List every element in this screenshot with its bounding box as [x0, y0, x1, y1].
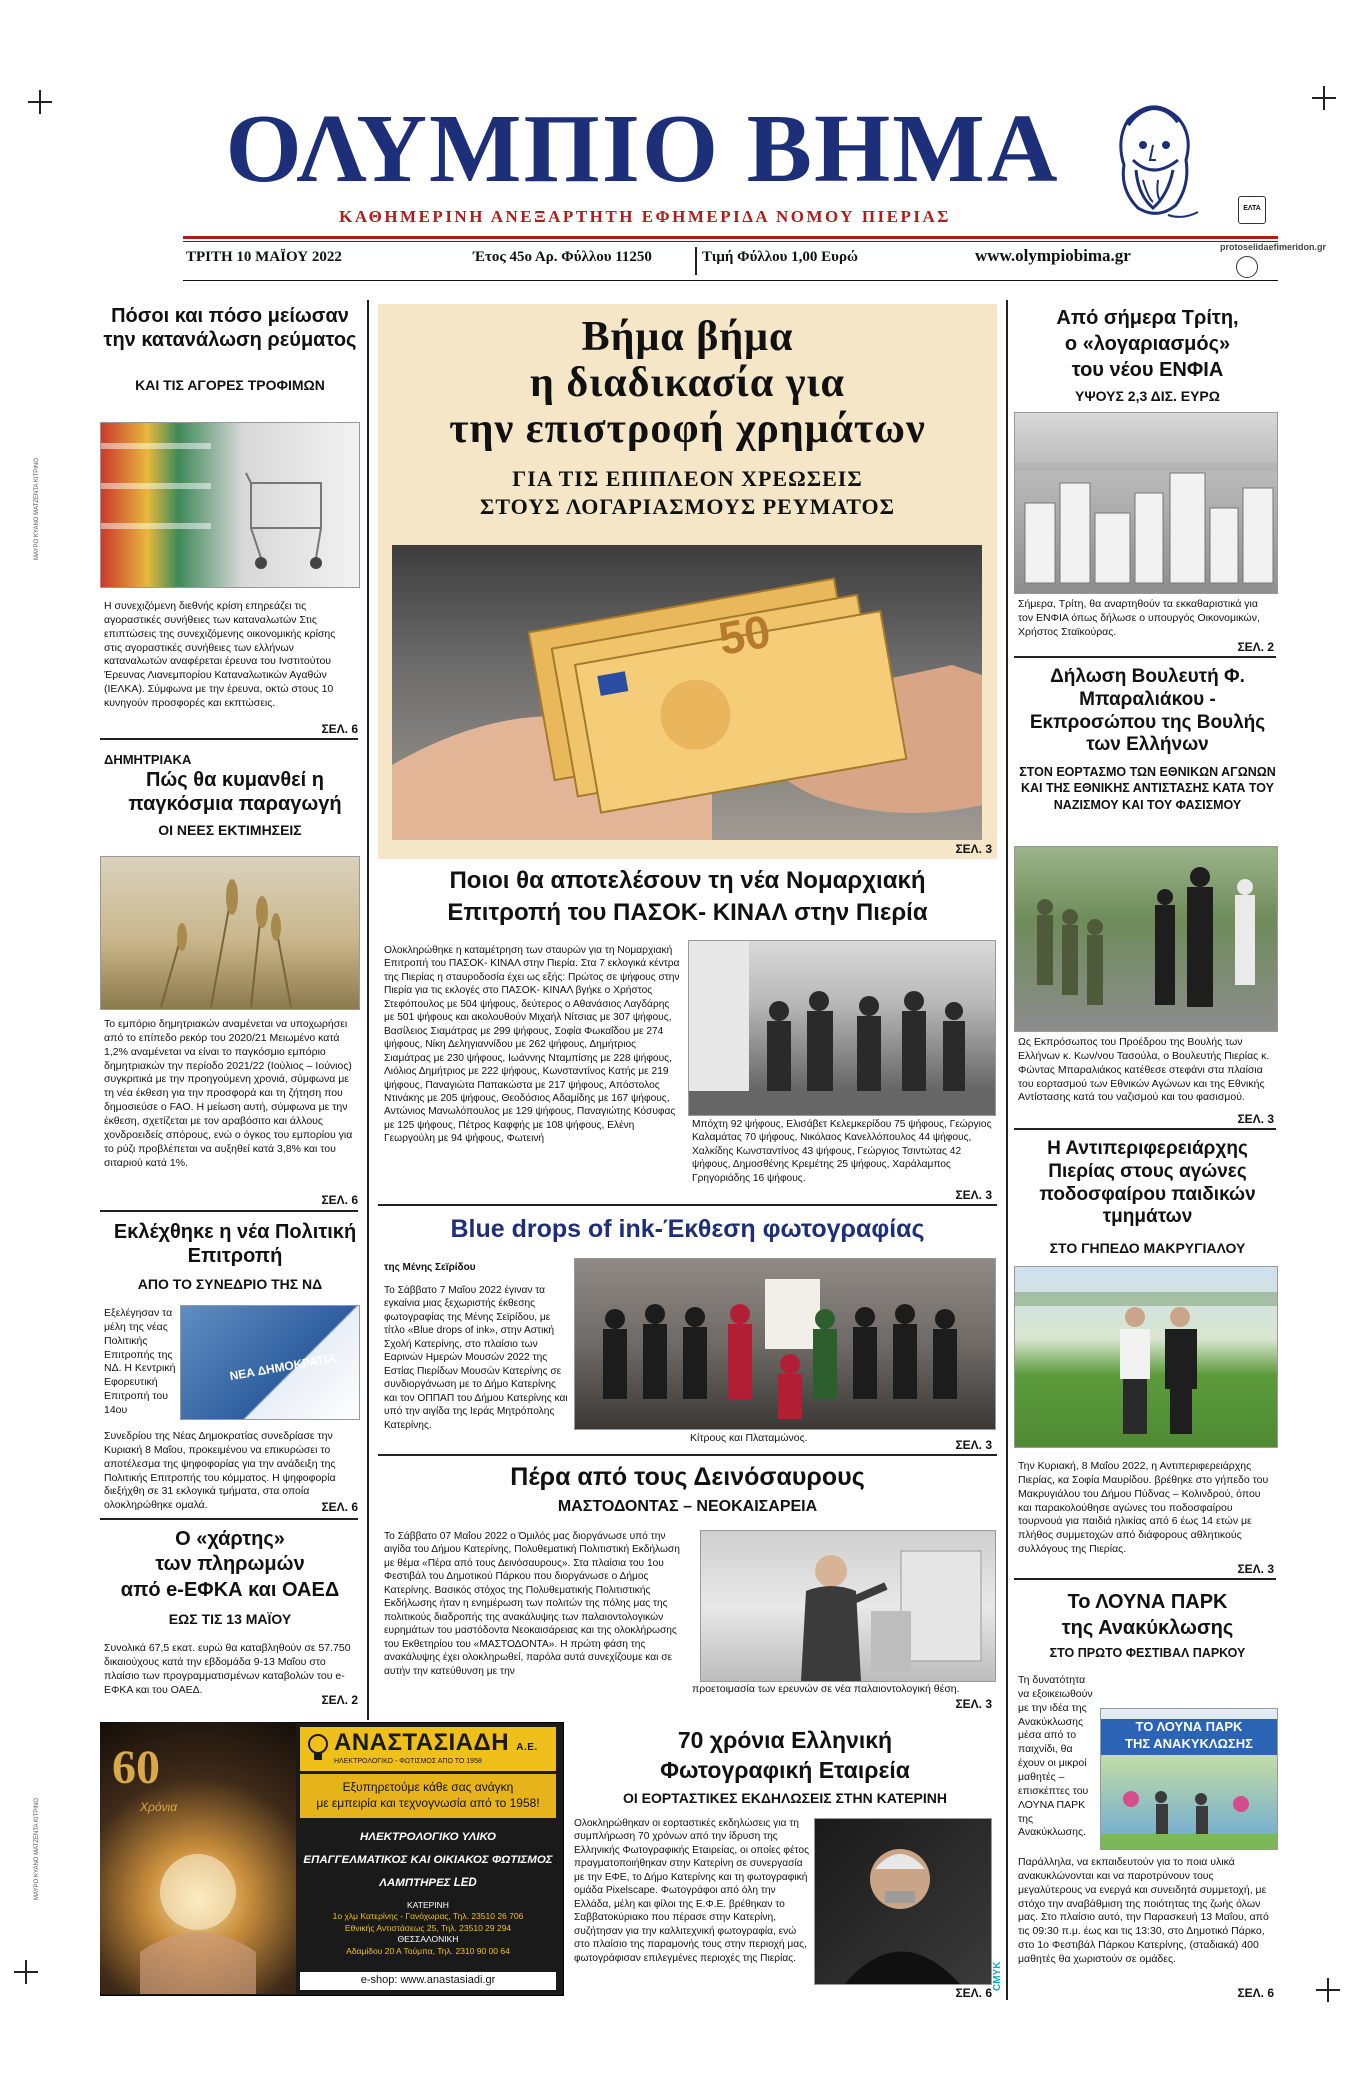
dino-title: Πέρα από τους Δεινόσαυρους [510, 1463, 865, 1491]
left4-title-2: των πληρωμών [155, 1553, 305, 1575]
lead-title-1: Βήμα βήμα [581, 314, 794, 360]
left2-title: Πώς θα κυμανθεί η παγκόσμια παραγωγή [128, 769, 342, 815]
right4-body-wide: Παράλληλα, να εκπαιδευτούν για το ποια υλικά ανακυκλώνονται και να παροτρύνουν τους μεγαλύτερους να ενεργά και συνειδητά συμμετοχή, με στόχο την αναβάθμιση της ποιότητας της ζωής όλων μας. Στο πλαίσιο αυτό, την Παρασκευή 13 Μαΐου, από τις 09:30 π.μ. έως και τις 13:30, στο Δημοτικό Πάρκο, στο 1ο Φεστιβάλ Πάρκου Κατερίνης, (σταδιακά) 400 μαθητές θα χωριστούν σε ομάδες. [1018, 1856, 1269, 1966]
supermarket-photo [100, 422, 360, 588]
luna-banner-1: ΤΟ ΛΟΥΝΑ ΠΑΡΚ [1135, 1719, 1243, 1734]
right1-title-2: ο «λογαριασμός» [1064, 333, 1231, 355]
euro-notes-photo [392, 545, 982, 840]
masthead-subtitle: ΚΑΘΗΜΕΡΙΝΗ ΑΝΕΞΑΡΤΗΤΗ ΕΦΗΜΕΡΙΔΑ ΝΟΜΟΥ ΠΙΕΡΙΑΣ [339, 207, 951, 226]
left4-title-1: Ο «χάρτης» [175, 1528, 285, 1550]
left1-title: Πόσοι και πόσο μείωσαν την κατανάλωση ρεύματος [103, 305, 357, 351]
left4-page[interactable]: ΣΕΛ. 2 [321, 1693, 358, 1707]
ad-product-3: ΛΑΜΠΤΗΡΕΣ LED [379, 1877, 477, 1889]
right3-title: Η Αντιπεριφερειάρχης Πιερίας στους αγώνες ποδοσφαίρου παιδικών τμημάτων [1039, 1138, 1256, 1228]
banknote-value: 50 [714, 604, 775, 665]
crop-mark-top-right [1312, 86, 1336, 110]
margin-color-mark-2: ΜΑΥΡΟ ΚΥΑΝΟ ΜΑΤΖΕΝΤΑ ΚΙΤΡΙΝΟ [34, 1798, 40, 1900]
photo70-page[interactable]: ΣΕΛ. 6 [955, 1986, 992, 2000]
issue-date: ΤΡΙΤΗ 10 ΜΑΪΟΥ 2022 [186, 249, 342, 265]
nd-photo: ΝΕΑ ΔΗΜΟΚΡΑΤΙΑ [180, 1305, 360, 1420]
right1-page[interactable]: ΣΕΛ. 2 [1237, 640, 1274, 654]
dino-caption: προετοιμασία των ερευνών σε νέα παλαιοντολογική θέση. [692, 1683, 960, 1695]
zeus-logo [1098, 90, 1208, 225]
dino-subtitle: ΜΑΣΤΟΔΟΝΤΑΣ – ΝΕΟΚΑΙΣΑΡΕΙΑ [557, 1498, 818, 1515]
photo70-photo [814, 1818, 992, 1985]
left3-subtitle: ΑΠΟ ΤΟ ΣΥΝΕΔΡΙΟ ΤΗΣ ΝΔ [137, 1276, 323, 1292]
drops-byline: της Μένης Σεϊρίδου [384, 1262, 476, 1273]
ad-brand [334, 1729, 538, 1757]
ad-years-label: Χρόνια [140, 1800, 178, 1814]
ad-brand-tagline: ΗΛΕΚΤΡΟΛΟΓΙΚΟ - ΦΩΤΙΣΜΟΣ ΑΠΟ ΤΟ 1958 [334, 1758, 482, 1765]
pasok-title-1: Ποιοι θα αποτελέσουν τη νέα Νομαρχιακή [449, 867, 926, 894]
city-photo [1014, 412, 1278, 594]
margin-color-mark: ΜΑΥΡΟ ΚΥΑΝΟ ΜΑΤΖΕΝΤΑ ΚΙΤΡΙΝΟ [34, 458, 40, 560]
pasok-photo [688, 940, 996, 1116]
ad-eshop[interactable]: e-shop: www.anastasiadi.gr [360, 1974, 496, 1986]
right4-title-1: Το ΛΟΥΝΑ ΠΑΡΚ [1067, 1591, 1228, 1613]
issue-price: Τιμή Φύλλου 1,00 Ευρώ [702, 249, 858, 265]
drops-caption: Κίτρους και Πλαταμώνος. [690, 1432, 808, 1444]
right3-subtitle: ΣΤΟ ΓΗΠΕΔΟ ΜΑΚΡΥΓΙΑΛΟΥ [1049, 1240, 1246, 1256]
left1-subtitle: ΚΑΙ ΤΙΣ ΑΓΟΡΕΣ ΤΡΟΦΙΜΩΝ [135, 377, 325, 393]
issue-number: Έτος 45ο Αρ. Φύλλου 11250 [473, 249, 652, 265]
football-photo [1014, 1266, 1278, 1448]
ad-slogan-box [300, 1774, 556, 1818]
left2-page[interactable]: ΣΕΛ. 6 [321, 1193, 358, 1207]
left3-body-wide: Συνεδρίου της Νέας Δημοκρατίας συνεδρίασε την Κυριακή 8 Μαΐου, προκειμένου να επικυρώσει το αποτέλεσμα της ψηφοφορίας για την ανάδειξη της Πολιτικής Επιτροπής του κόμματος. Η ψηφοφορία διεξήχθη σε 31 εκλογικά τμήματα, στα οποία ολοκληρώθηκε ομαλά. [104, 1430, 336, 1512]
ad-left-image [100, 1722, 296, 1994]
left3-page[interactable]: ΣΕΛ. 6 [321, 1500, 358, 1514]
ad-brand-name: ΑΝΑΣΤΑΣΙΑΔΗ [334, 1729, 510, 1756]
drops-body: Το Σάββατο 7 Μαΐου 2022 έγιναν τα εγκαίνια μιας ξεχωριστής έκθεσης φωτογραφίας της Μένης Σεϊρίδου, με τίτλο «Blue drops of ink», στην Αστική Σχολή Κατερίνης, στο πλαίσιο των Εαρινών Ημερών Μουσών 2022 της Εστίας Πιερίδων Μουσών Κατερίνης σε συνδιοργάνωση με το Δήμο Κατερίνης και τον ΟΠΠΑΠ του Δήμου Κατερίνης και υπό την αιγίδα της Ιεράς Μητρόπολης Κατερίνης. [384, 1285, 568, 1431]
elta-stamp [1236, 256, 1258, 278]
left1-body: Η συνεχιζόμενη διεθνής κρίση επηρεάζει τις αγοραστικές συνήθειες των καταναλωτών Στις επιπτώσεις της συνεχιζόμενης οικονομικής κρίσης στις αγοραστικές συνήθειες των ελλήνων καταναλωτών αναφέρεται έρευνα του Ινστιτούτου Έρευνας Λιανεμπορίου Καταναλωτικών Αγαθών (ΙΕΛΚΑ). Σύμφωνα με την έρευνα, οκτώ στους 10 κυνηγούν προσφορές και εκπτώσεις. [104, 600, 336, 710]
right3-body: Την Κυριακή, 8 Μαΐου 2022, η Αντιπεριφερειάρχης Πιερίας, κα Σοφία Μαυρίδου. βρέθηκε στο γήπεδο του Μακρυγιάλου του Δήμου Πύδνας – Κολινδρού, όπου και παρακολούθησε αγώνες του ποδοσφαίρου τουρνουά για παιδιά ηλικίας από 6 έως 14 ετών με πλήθος συμμετοχών από διάφορους αθλητικούς συλλόγους της Πιερίας. [1018, 1460, 1269, 1556]
left4-subtitle: ΕΩΣ ΤΙΣ 13 ΜΑΪΟΥ [168, 1611, 292, 1627]
website-link[interactable]: www.olympiobima.gr [975, 246, 1131, 265]
right1-title-3: του νέου ΕΝΦΙΑ [1071, 359, 1224, 381]
ad-brand-box [300, 1727, 556, 1771]
drops-title: Blue drops of ink-Έκθεση φωτογραφίας [450, 1215, 925, 1243]
dino-photo [700, 1530, 996, 1682]
right2-body: Ως Εκπρόσωπος του Προέδρου της Βουλής των Ελλήνων κ. Κων/νου Τασούλα, ο Βουλευτής Πιερίας κ. Φώντας Μπαραλιάκος κατέθεσε στεφάνι στα πλαίσια του εορτασμού των Εθνικών Αγώνων και της Εθνικής Αντίστασης κατά του ναζισμού και του φασισμού. [1018, 1036, 1270, 1104]
right3-page[interactable]: ΣΕΛ. 3 [1237, 1562, 1274, 1576]
pasok-page[interactable]: ΣΕΛ. 3 [955, 1188, 992, 1202]
masthead-title: ΟΛΥΜΠΙΟ ΒΗΜΑ [225, 95, 1060, 203]
ad-city-2: ΘΕΣΣΑΛΟΝΙΚΗ [397, 1934, 459, 1945]
ad-brand-suffix: Α.Ε. [516, 1742, 538, 1753]
cmyk-mark: CMYK [992, 1961, 1003, 1991]
pasok-title-2: Επιτροπή του ΠΑΣΟΚ- ΚΙΝΑΛ στην Πιερία [447, 899, 928, 926]
ad-slogan-2: με εμπειρία και τεχνογνωσία από το 1958! [316, 1796, 540, 1810]
luna-park-photo [1100, 1708, 1278, 1850]
elta-logo: ΕΛΤΑ [1238, 196, 1266, 224]
right2-subtitle: ΣΤΟΝ ΕΟΡΤΑΣΜΟ ΤΩΝ ΕΘΝΙΚΩΝ ΑΓΩΝΩΝ ΚΑΙ ΤΗΣ ΕΘΝΙΚΗΣ ΑΝΤΙΣΤΑΣΗΣ ΚΑΤΑ ΤΟΥ ΝΑΖΙΣΜΟΥ ΚΑΙ ΤΟΥ ΦΑΣΙΣΜΟΥ [1019, 765, 1276, 812]
left2-subtitle: ΟΙ ΝΕΕΣ ΕΚΤΙΜΗΣΕΙΣ [158, 822, 302, 838]
dino-body: Το Σάββατο 07 Μαΐου 2022 ο Όμιλός μας διοργάνωσε υπό την αιγίδα του Δήμου Κατερίνης, Πολυθεματική Πολιτιστική Εκδήλωση με θέμα «Πέρα από τους Δεινόσαυρους». Στα πλαίσια του 1ου Φεστιβάλ του Δημοτικού Πάρκου που διοργάνωσε ο Δήμος Κατερίνης. Βασικός στόχος της Πολυθεματικής Πολιτιστικής Εκδήλωσης ήταν η ενημέρωση των πολιτών της πόλης μας της πολιτικούς διαδροπής της ανακάλυψης των παλαιοντολογικών ευρημάτων του μαστόδοντα Νεοκαισάρειας και της ολοκλήρωσης του Εκθετηρίου του «ΜΑΣΤΟΔΟΝΤΑ». Η πρώτη φάση της ανακάλυψης έχει ολοκληρωθεί, παρόλα αυτά συνεχίζουμε και σε αυτήν την κατεύθυνση με την [384, 1531, 680, 1677]
left4-body: Συνολικά 67,5 εκατ. ευρώ θα καταβληθούν σε 57.750 δικαιούχους κατά την εβδομάδα 9-13 Μαΐου στο πλαίσιο των προγραμματισμένων καταβολών του e-ΕΦΚΑ και του ΟΑΕΔ. [104, 1642, 351, 1696]
ad-product-2: ΕΠΑΓΓΕΛΜΑΤΙΚΟΣ ΚΑΙ ΟΙΚΙΑΚΟΣ ΦΩΤΙΣΜΟΣ [303, 1854, 553, 1866]
lead-subtitle-1: ΓΙΑ ΤΙΣ ΕΠΙΠΛΕΟΝ ΧΡΕΩΣΕΙΣ [512, 466, 863, 491]
right4-page[interactable]: ΣΕΛ. 6 [1237, 1986, 1274, 2000]
ad-slogan-1: Εξυπηρετούμε κάθε σας ανάγκη [342, 1780, 514, 1794]
photo70-subtitle: ΟΙ ΕΟΡΤΑΣΤΙΚΕΣ ΕΚΔΗΛΩΣΕΙΣ ΣΤΗΝ ΚΑΤΕΡΙΝΗ [622, 1790, 947, 1806]
luna-banner-2: ΤΗΣ ΑΝΑΚΥΚΛΩΣΗΣ [1125, 1735, 1253, 1751]
right2-page[interactable]: ΣΕΛ. 3 [1237, 1112, 1274, 1126]
pasok-body: Ολοκληρώθηκε η καταμέτρηση των σταυρών για τη Νομαρχιακή Επιτροπή του ΠΑΣΟΚ- ΚΙΝΑΛ στην Πιερία. Στα 7 εκλογικά κέντρα της Πιερίας η σταυροδοσία έχει ως εξής: Πρώτος σε ψήφους στην Πιερία για τις εκλογές στο ΠΑΣΟΚ- ΚΙΝΑΛ βγήκε ο Χρήστος Στεφόπουλος με 504 ψήφους, δεύτερος ο Αθανάσιος Λαγδάρης με 501 ψήφους και ακολουθούν Μιχαήλ Νίτσιας με 307 ψήφους, Βασίλειος Σιαμάτρας με 299 ψήφους, Σοφία Φωκαΐδου με 274 ψήφους, Νίκη Δεληγιαννίδου με 262 ψήφους, Δημήτριος Σιαμάτρας με 230 ψήφους, Ιωάννης Νταμπίσης με 228 ψήφους, Λιόλιος Δημήτριος με 222 ψήφους, Κωνσταντίνος Κατής με 219 ψήφους, Παναγιώτα Παπακώστα με 217 ψήφους, Απόστολος Ντινάκης με 205 ψήφους, Θεοδόσιος Αδαμίδης με 167 ψήφους, Αντώνιος Μανωλόπουλος με 129 ψήφους, Παναγιώτης Κόσυφας με 125 ψήφους, Πέτρος Καφφής με 108 ψήφους, Ελένη Γεωργούλη με 94 ψήφους, Φωτεινή [384, 945, 680, 1145]
left3-title: Εκλέχθηκε η νέα Πολιτική Επιτροπή [113, 1221, 357, 1267]
lightbulb-icon [306, 1733, 330, 1763]
ad-address-1: 1ο χλμ Κατερίνης - Γανόχωρας, Τηλ. 23510 26 706 [332, 1911, 524, 1922]
ad-years: 60 [112, 1741, 160, 1794]
wheat-photo [100, 856, 360, 1010]
right1-body: Σήμερα, Τρίτη, θα αναρτηθούν τα εκκαθαριστικά για τον ΕΝΦΙΑ όπως δήλωσε ο υπουργός Οικονομικών, Χρήστος Σταϊκούρας. [1018, 598, 1260, 638]
left2-body: Το εμπόριο δημητριακών αναμένεται να υποχωρήσει από το επίπεδο ρεκόρ του 2020/21 Μειωμένο κατά 1,2% αναμένεται να είναι το παγκόσμιο εμπόριο δημητριακών την περίοδο 2021/22 (Ιούλιος – Ιούνιος) συγκριτικά με την προηγούμενη χρονιά, σύμφωνα με τη νέα έκθεση για την προσφορά και τη ζήτηση που δημοσιεύσε ο FAO. Η μείωση αυτή, σύμφωνα με την έκθεση, σχετίζεται με τον αραβόσιτο και άλλους χονδροειδείς σπόρους, ενώ ο όγκος του εμπορίου για το ρύζι προβλέπεται να αυξηθεί κατά 3,8% και του σιταριού κατά 1%. [104, 1018, 353, 1169]
photo70-body: Ολοκληρώθηκαν οι εορταστικές εκδηλώσεις για τη συμπλήρωση 70 χρόνων από την ίδρυση της Ελληνικής Φωτογραφικής Εταιρείας, οι οποίες φέτος πραγματοποιήθηκαν στην Κατερίνη σε συνεργασία με την ΕΦΕ, το Δήμο Κατερίνης και τη φωτογραφική ομάδα Pixelscape. Φωτογράφοι από όλη την Ελλάδα, μέλη και φίλοι της Ε.Φ.Ε. βρέθηκαν το Σαββατοκύριακο που πέρασε στην Κατερίνη, συζήτησαν για την καλλιτεχνική φωτογραφία, ενώ στο πλαίσιο της παραμονής τους στην περιοχή μας, φωτογράφισαν επιλεγμένες περιοχές της Πιερίας. [574, 1818, 810, 1964]
lead-title-2: η διαδικασία για [530, 360, 845, 406]
lead-subtitle-2: ΣΤΟΥΣ ΛΟΓΑΡΙΑΣΜΟΥΣ ΡΕΥΜΑΤΟΣ [480, 494, 895, 519]
right1-title-1: Από σήμερα Τρίτη, [1056, 307, 1239, 329]
dino-page[interactable]: ΣΕΛ. 3 [955, 1697, 992, 1711]
ad-addresses [300, 1900, 556, 1957]
right4-title-2: της Ανακύκλωσης [1061, 1617, 1234, 1639]
right1-subtitle: ΥΨΟΥΣ 2,3 ΔΙΣ. ΕΥΡΩ [1075, 388, 1220, 404]
photo70-title-2: Φωτογραφική Εταιρεία [660, 1757, 910, 1783]
left1-page[interactable]: ΣΕΛ. 6 [321, 722, 358, 736]
ad-eshop-bar[interactable] [300, 1972, 556, 1990]
credit-text: protoselidaefimeridon.gr [1220, 242, 1327, 252]
parade-photo [1014, 846, 1278, 1032]
crop-mark-bottom-left [14, 1960, 38, 1984]
lead-title-3: την επιστροφή χρημάτων [449, 406, 926, 452]
drops-photo [574, 1258, 996, 1430]
pasok-body-right: Μπόχτη 92 ψήφους, Ελισάβετ Κελεμκερίδου 75 ψήφους, Γεώργιος Καλαμάτας 70 ψήφους, Νικόλαος Κανελλόπουλος 44 ψήφους, Χαλκίδης Κωνσταντίνος 43 ψήφους, Γεώργιος Τσιντώτας 42 ψήφους, Δημοσθένης Κρεμέτης 25 ψήφους, Χαράλαμπος Γρηγοριάδης 16 ψήφους. [692, 1119, 992, 1184]
lead-page[interactable]: ΣΕΛ. 3 [955, 842, 992, 856]
drops-page[interactable]: ΣΕΛ. 3 [955, 1438, 992, 1452]
ad-city-1: ΚΑΤΕΡΙΝΗ [407, 1900, 449, 1910]
ad-product-1: ΗΛΕΚΤΡΟΛΟΓΙΚΟ ΥΛΙΚΟ [360, 1831, 496, 1843]
ad-address-2: Εθνικής Αντιστάσεως 25, Τηλ. 23510 29 294 [344, 1922, 512, 1933]
crop-mark-top-left [28, 90, 52, 114]
left2-kicker: ΔΗΜΗΤΡΙΑΚΑ [104, 752, 192, 767]
ad-products [300, 1826, 556, 1895]
right4-body-narrow: Τη δυνατότητα να εξοικειωθούν με την ιδέα της Ανακύκλωσης μέσα από το παιχνίδι, θα έχουν οι μικροί μαθητές – επισκέπτες του ΛΟΥΝΑ ΠΑΡΚ της Ανακύκλωσης. [1018, 1674, 1093, 1839]
photo70-title-1: 70 χρόνια Ελληνική [677, 1727, 893, 1753]
left3-body-narrow: Εξελέγησαν τα μέλη της νέας Πολιτικής Επιτροπής της ΝΔ. Η Κεντρική Εφορευτική Επιτροπή του 14ου [104, 1307, 176, 1417]
ad-address-3: Αδαμίδου 20 Α Τούμπα, Τηλ. 2310 90 00 64 [346, 1945, 510, 1956]
right2-title: Δήλωση Βουλευτή Φ. Μπαραλιάκου - Εκπροσώπου της Βουλής των Ελλήνων [1029, 666, 1266, 756]
crop-mark-bottom-right [1316, 1978, 1340, 2002]
right4-subtitle: ΣΤΟ ΠΡΩΤΟ ΦΕΣΤΙΒΑΛ ΠΑΡΚΟΥ [1049, 1646, 1246, 1660]
left4-title-3: από e-ΕΦΚΑ και ΟΑΕΔ [120, 1579, 340, 1601]
